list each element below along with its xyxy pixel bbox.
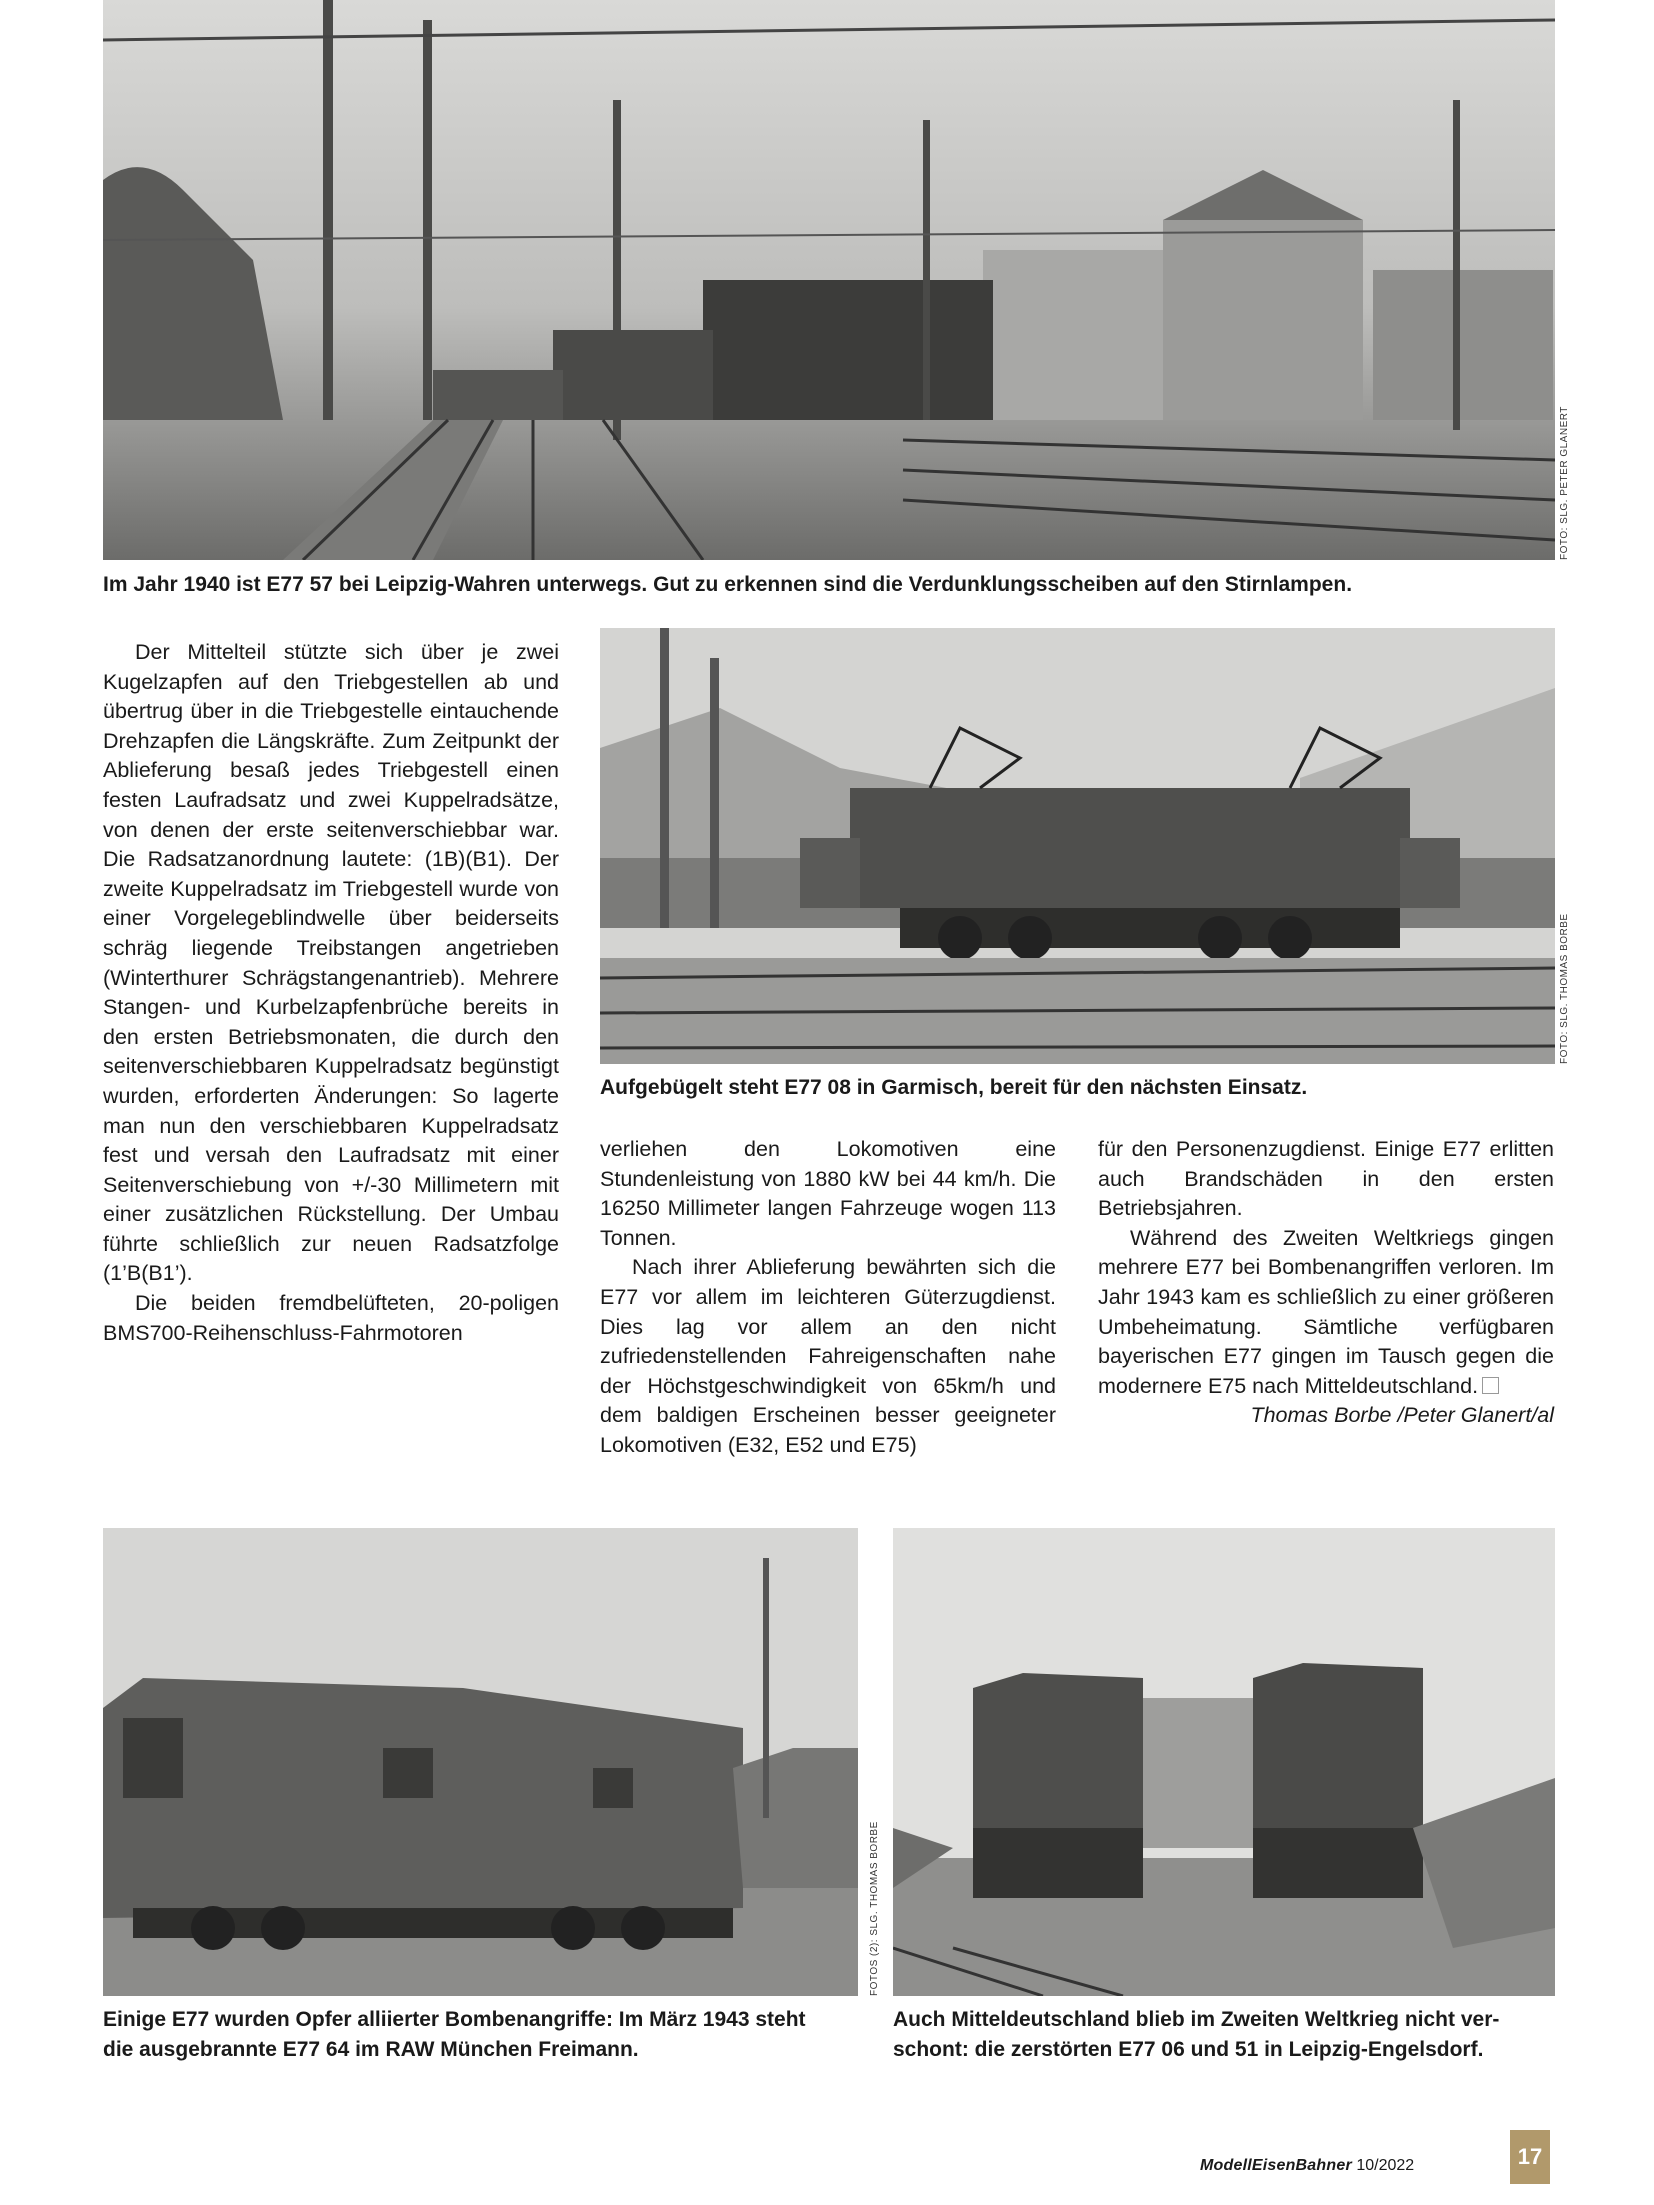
article-column-3 [1098, 1135, 1554, 1431]
photo-leipzig-engelsdorf-image [893, 1528, 1555, 1996]
magazine-name: ModellEisenBahner [1200, 2157, 1352, 2174]
end-mark-icon [1482, 1377, 1499, 1394]
photo-caption-line: Einige E77 wurden Opfer alliierter Bombenangriffe: Im März 1943 steht [103, 2008, 806, 2031]
page-footer [1200, 2157, 1414, 2175]
photo-credit: FOTO: SLG. PETER GLANERT [1559, 406, 1570, 560]
author-byline: Thomas Borbe /Peter Glanert/al [1250, 1403, 1554, 1428]
page-number: 17 [1510, 2130, 1550, 2184]
photo-leipzig-wahren [103, 0, 1555, 560]
article-paragraph [1098, 1224, 1554, 1402]
photo-caption [103, 2005, 863, 2065]
article-column-1 [103, 638, 559, 1348]
article-paragraph: Nach ihrer Ablieferung bewährten sich die E77 vor allem im leichteren Güterzugdienst. Dies lag vor allem an den nicht zufriedenstellenden Fahreigenschaften nahe der Höchstgeschwindigkeit von 65km/h und dem baldigen Erscheinen besser geeigneter Lokomotiven (E32, E52 und E75) [600, 1255, 1056, 1457]
photo-caption [893, 2005, 1555, 2065]
photo-muenchen-freimann-image [103, 1528, 858, 1996]
photo-credit: FOTOS (2): SLG. THOMAS BORBE [869, 1821, 880, 1996]
photo-credit: FOTO: SLG. THOMAS BORBE [1559, 913, 1570, 1064]
article-paragraph: Der Mittelteil stützte sich über je zwei Kugelzapfen auf den Triebgestellen ab und übertrug über in die Triebgestelle eintauchende Drehzapfen die Längskräfte. Zum Zeitpunkt der Ablieferung besaß jedes Triebgestell einen festen Laufradsatz und zwei Kuppelradsätze, von denen der erste seitenverschiebbar war. Die Radsatzanordnung lautete: (1B)(B1). Der zweite Kuppelradsatz im Triebgestell wurde von einer Vorgelegeblindwelle über beiderseits schräg liegende Treibstangen angetrieben (Winterthurer Schrägstangenantrieb). Mehrere Stangen- und Kurbelzapfenbrüche bereits in den ersten Betriebsmonaten, die durch den seitenverschiebbaren Kuppelradsatz begünstigt wurden, erforderten Änderungen: So lagerte man nun den verschiebbaren Kuppelradsatz fest und versah den Laufradsatz mit einer Seitenverschiebung von +/-30 Millimetern mit einer zusätzlichen Rückstellung. Der Umbau führte schließlich zur neuen Radsatzfolge (1’B(B1’). [103, 640, 559, 1286]
photo-garmisch [600, 628, 1555, 1064]
article-paragraph: verliehen den Lokomotiven eine Stundenleistung von 1880 kW bei 44 km/h. Die 16250 Millimeter langen Fahrzeuge wogen 113 Tonnen. [600, 1137, 1056, 1250]
article-column-2 [600, 1135, 1056, 1461]
photo-caption-line: Auch Mitteldeutschland blieb im Zweiten Weltkrieg nicht ver- [893, 2008, 1500, 2031]
article-paragraph: für den Personenzugdienst. Einige E77 erlitten auch Brandschäden in den ersten Betriebsjahren. [1098, 1137, 1554, 1221]
issue-number: 10/2022 [1356, 2157, 1415, 2174]
photo-muenchen-freimann [103, 1528, 858, 1996]
photo-caption: Aufgebügelt steht E77 08 in Garmisch, bereit für den nächsten Einsatz. [600, 1076, 1308, 1099]
article-paragraph-text: Während des Zweiten Weltkriegs gingen mehrere E77 bei Bombenangriffen verloren. Im Jahr 1943 kam es schließlich zu einer größeren Umbeheimatung. Sämtliche verfügbaren bayerischen E77 gingen im Tausch gegen die modernere E75 nach Mitteldeutschland. [1098, 1225, 1554, 1398]
photo-garmisch-image [600, 628, 1555, 1064]
photo-caption-line: die ausgebrannte E77 64 im RAW München Freimann. [103, 2038, 639, 2061]
photo-caption-line: schont: die zerstörten E77 06 und 51 in Leipzig-Engelsdorf. [893, 2038, 1484, 2061]
photo-leipzig-wahren-image [103, 0, 1555, 560]
photo-leipzig-engelsdorf [893, 1528, 1555, 1996]
article-paragraph: Die beiden fremdbelüfteten, 20-poligen BMS700-Reihenschluss-Fahrmotoren [103, 1291, 559, 1345]
photo-caption: Im Jahr 1940 ist E77 57 bei Leipzig-Wahren unterwegs. Gut zu erkennen sind die Verdunklungsscheiben auf den Stirnlampen. [103, 573, 1353, 596]
